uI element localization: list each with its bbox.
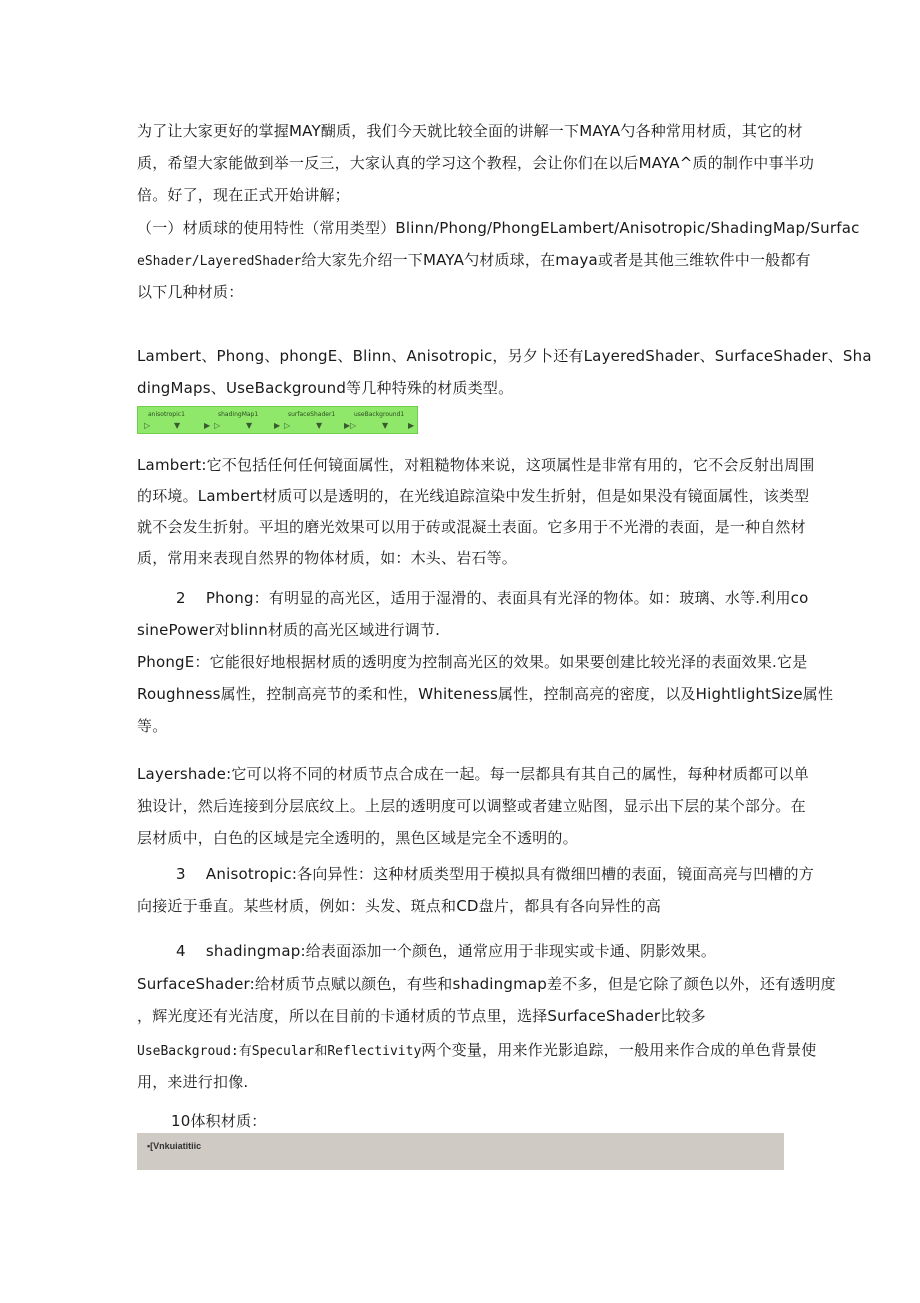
node-usebackground <box>350 409 416 431</box>
node-label: anisotropic1 <box>148 411 185 418</box>
plug-icon: ▷ <box>144 421 151 430</box>
phonge-line-1: PhongE：它能很好地根据材质的透明度为控制高光区的效果。如果要创建比较光泽的表面效果.它是 <box>137 653 808 671</box>
section1-line-3: 以下几种材质： <box>137 283 244 301</box>
plug-icon: ▼ <box>174 421 181 430</box>
node-surfaceshader <box>284 409 350 431</box>
intro-line-1: 为了让大家更好的掌握MAY醐质，我们今天就比较全面的讲解一下MAYA勺各种常用材质，其它的材 <box>137 122 803 140</box>
intro-line-2: 质，希望大家能做到举一反三，大家认真的学习这个教程，会让你们在以后MAYA^质的制作中事半功 <box>137 154 815 172</box>
anisotropic-line-2: 向接近于垂直。某些材质，例如：头发、斑点和CD盘片，都具有各向异性的高 <box>137 897 662 915</box>
node-label: shadingMap1 <box>218 411 259 418</box>
layershade-line-2: 独设计，然后连接到分层底纹上。上层的透明度可以调整或者建立贴图，显示出下层的某个部分。在 <box>137 797 806 815</box>
usebackground-line-2: 用，来进行扣像. <box>137 1073 249 1091</box>
figure-label: •[Vnkuiatitiic <box>147 1141 202 1151</box>
usebackground-line-1b: 两个变量，用来作光影追踪，一般用来作合成的单色背景使 <box>421 1041 817 1059</box>
section1-line-2 <box>137 250 811 272</box>
node-shadingmap <box>214 409 280 431</box>
plug-icon: ▶ <box>344 421 351 430</box>
types-line-2: dingMaps、UseBackground等几种特殊的材质类型。 <box>137 379 514 397</box>
surfaceshader-line-2: ，辉光度还有光洁度，所以在目前的卡通材质的节点里，选择SurfaceShader比较多 <box>137 1007 706 1025</box>
node-label: surfaceShader1 <box>288 411 336 418</box>
phonge-line-2: Roughness属性，控制高亮节的柔和性，Whiteness属性，控制高亮的密度，以及HightlightSize属性 <box>137 685 834 703</box>
usebackground-line-1a: UseBackgroud:有Specular和Reflectivity <box>137 1044 422 1059</box>
lambert-line-1: Lambert:它不包括任何任何镜面属性，对粗糙物体来说，这项属性是非常有用的，它不会反射出周围 <box>137 456 815 474</box>
plug-icon: ▶ <box>274 421 281 430</box>
shadingmap-line-1: 4 shadingmap:给表面添加一个颜色，通常应用于非现实或卡通、阴影效果。 <box>176 942 717 960</box>
lambert-line-3: 就不会发生折射。平坦的磨光效果可以用于砖或混凝土表面。它多用于不光滑的表面，是一种自然材 <box>137 518 806 536</box>
plug-icon: ▶ <box>408 421 415 430</box>
types-line-1: Lambert、Phong、phongE、Blinn、Anisotropic，另夕卜还有LayeredShader、SurfaceShader、Sha <box>137 347 872 365</box>
plug-icon: ▷ <box>350 421 357 430</box>
lambert-line-2: 的环境。Lambert材质可以是透明的，在光线追踪渲染中发生折射，但是如果没有镜面属性，该类型 <box>137 487 810 505</box>
plug-icon: ▷ <box>284 421 291 430</box>
node-anisotropic <box>144 409 210 431</box>
layershade-line-1: Layershade:它可以将不同的材质节点合成在一起。每一层都具有其自己的属性，每种材质都可以单 <box>137 765 809 783</box>
phonge-line-3: 等。 <box>137 717 168 735</box>
section1-line-2a: eShader/LayeredShader <box>137 254 302 269</box>
plug-icon: ▼ <box>246 421 253 430</box>
usebackground-line-1 <box>137 1040 816 1062</box>
section1-line-2b: 给大家先介绍一下MAYA勺材质球，在maya或者是其他三维软件中一般都有 <box>301 251 811 269</box>
intro-line-3: 倍。好了，现在正式开始讲解； <box>137 186 350 204</box>
phong-line-2: sinePower对blinn材质的高光区域进行调节. <box>137 621 441 639</box>
plug-icon: ▶ <box>204 421 211 430</box>
volume-heading: 10体积材质： <box>171 1112 267 1130</box>
lambert-line-4: 质，常用来表现自然界的物体材质，如：木头、岩石等。 <box>137 549 518 567</box>
node-label: useBackground1 <box>354 411 405 418</box>
anisotropic-line-1: 3 Anisotropic:各向异性：这种材质类型用于模拟具有微细凹槽的表面，镜面高亮与凹槽的方 <box>176 865 814 883</box>
volume-material-figure <box>137 1133 784 1170</box>
material-nodes-figure <box>137 406 418 434</box>
plug-icon: ▼ <box>382 421 389 430</box>
surfaceshader-line-1: SurfaceShader:给材质节点赋以颜色，有些和shadingmap差不多，但是它除了颜色以外，还有透明度 <box>137 975 836 993</box>
layershade-line-3: 层材质中，白色的区域是完全透明的，黑色区域是完全不透明的。 <box>137 829 578 847</box>
phong-line-1: 2 Phong：有明显的高光区，适用于湿滑的、表面具有光泽的物体。如：玻璃、水等.利用co <box>176 589 809 607</box>
plug-icon: ▷ <box>214 421 221 430</box>
section1-line-1: （一）材质球的使用特性（常用类型）Blinn/Phong/PhongELambert/Anisotropic/ShadingMap/Surfac <box>137 219 860 237</box>
plug-icon: ▼ <box>316 421 323 430</box>
